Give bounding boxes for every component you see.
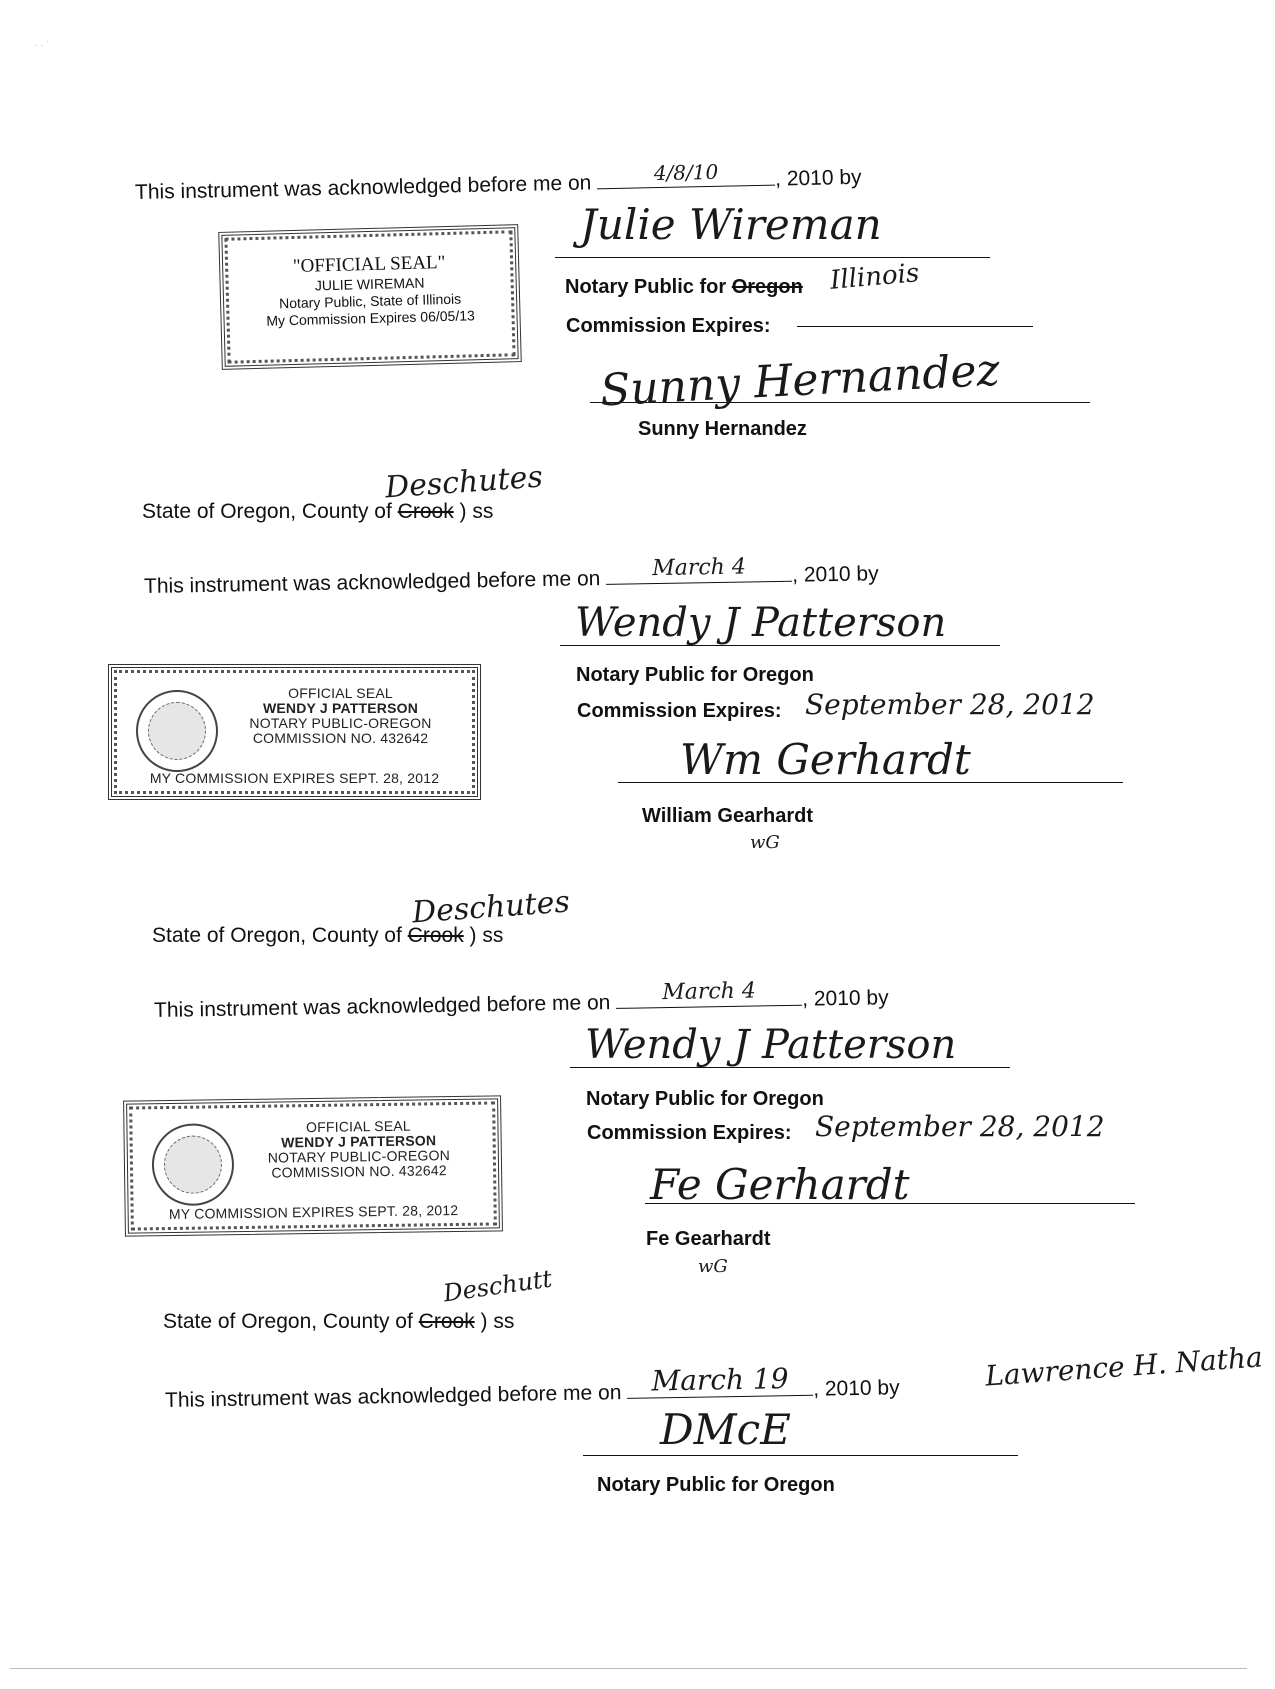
notary-signature: Wendy J Patterson	[575, 600, 947, 646]
seal-title: OFFICIAL SEAL	[288, 685, 393, 701]
notary-signature-line	[583, 1455, 1018, 1456]
signer-name: Fe Gearhardt	[646, 1228, 771, 1250]
seal-title: OFFICIAL SEAL	[305, 1117, 411, 1136]
notary-public-label: Notary Public for Oregon	[576, 664, 814, 686]
state-county-line: State of Oregon, County of Crook ) ss	[152, 924, 504, 947]
signer-name: Sunny Hernandez	[638, 418, 807, 440]
seal-notary-name: WENDY J PATTERSON	[262, 700, 419, 716]
county-handwritten: Deschutes	[410, 884, 571, 931]
seal-title: "OFFICIAL SEAL"	[292, 252, 446, 278]
signer-initials: wG	[698, 1256, 728, 1277]
seal-commission-number: COMMISSION NO. 432642	[271, 1162, 447, 1181]
ack-date-handwritten: March 4	[662, 978, 757, 1006]
signer-signature: Wm Gerhardt	[680, 735, 971, 784]
notary-public-label: Notary Public for Oregon	[597, 1474, 835, 1496]
ss-marker: ) ss	[459, 500, 494, 523]
seal-notary-state: Notary Public, State of Illinois	[278, 290, 462, 312]
acknowledgment-line-2: This instrument was acknowledged before me on March 4 , 2010 by	[143, 554, 879, 598]
signer-name-handwritten: Lawrence H. Natha	[984, 1340, 1264, 1393]
official-seal-julie-wireman	[218, 224, 522, 370]
commission-expires-handwritten: September 28, 2012	[805, 688, 1095, 721]
ack-date-blank	[627, 1362, 813, 1399]
county-handwritten: Deschutt	[441, 1264, 554, 1308]
commission-expires-label: Commission Expires:	[577, 700, 782, 722]
struck-county: Crook	[407, 924, 464, 947]
official-seal-wendy-patterson	[123, 1095, 503, 1236]
ss-marker: ) ss	[469, 924, 504, 947]
commission-expires-label: Commission Expires:	[587, 1122, 792, 1144]
ack-suffix: , 2010 by	[774, 165, 862, 191]
seal-notary-name: WENDY J PATTERSON	[281, 1132, 437, 1151]
notary-public-label: Notary Public for Oregon	[565, 276, 803, 298]
notary-signature: Julie Wireman	[580, 200, 882, 249]
struck-county: Crook	[397, 500, 454, 523]
notary-state-handwritten: Illinois	[828, 258, 921, 296]
ack-date-blank	[606, 554, 792, 585]
ack-date-blank	[597, 159, 775, 190]
ss-marker: ) ss	[480, 1310, 515, 1333]
seal-expiration: MY COMMISSION EXPIRES SEPT. 28, 2012	[149, 770, 440, 786]
signer-initials: wG	[750, 832, 780, 853]
seal-expiration: MY COMMISSION EXPIRES SEPT. 28, 2012	[168, 1201, 459, 1223]
ack-date-blank	[616, 978, 802, 1009]
county-handwritten: Deschutes	[383, 459, 544, 506]
state-county-line: State of Oregon, County of Crook ) ss	[163, 1310, 515, 1333]
signer-signature: Fe Gerhardt	[650, 1160, 910, 1209]
notary-public-label: Notary Public for Oregon	[586, 1088, 824, 1110]
seal-notary-state: NOTARY PUBLIC-OREGON	[249, 715, 432, 731]
acknowledgment-line-4: This instrument was acknowledged before me on March 19 , 2010 by	[164, 1362, 900, 1412]
official-seal-wendy-patterson	[108, 664, 481, 800]
seal-notary-name: JULIE WIREMAN	[314, 274, 425, 294]
ack-prefix: This instrument was acknowledged before me on	[134, 171, 592, 204]
signer-signature: Sunny Hernandez	[598, 344, 1001, 417]
struck-county: Crook	[418, 1310, 475, 1333]
commission-expires-blank	[797, 326, 1033, 327]
commission-expires-handwritten: September 28, 2012	[815, 1110, 1105, 1143]
acknowledgment-line-3: This instrument was acknowledged before me on March 4 , 2010 by	[153, 978, 889, 1022]
state-seal-emblem-icon	[136, 690, 218, 772]
ack-date-handwritten: March 4	[652, 554, 747, 582]
notary-signature-line	[555, 257, 990, 258]
struck-state: Oregon	[731, 276, 803, 298]
ack-date-handwritten: 4/8/10	[653, 159, 719, 186]
scan-speck: · · ˙	[34, 40, 50, 51]
seal-expiration: My Commission Expires 06/05/13	[266, 307, 475, 329]
signer-name: William Gearhardt	[642, 805, 813, 827]
notary-signature: DMcE	[660, 1405, 791, 1454]
state-county-line: State of Oregon, County of Crook ) ss	[142, 500, 494, 523]
ack-date-handwritten: March 19	[651, 1362, 789, 1398]
seal-commission-number: COMMISSION NO. 432642	[252, 730, 429, 746]
state-seal-emblem-icon	[151, 1123, 234, 1206]
notary-signature: Wendy J Patterson	[585, 1022, 957, 1068]
acknowledgment-line-1	[135, 161, 862, 205]
seal-notary-state: NOTARY PUBLIC-OREGON	[267, 1147, 451, 1166]
page-bottom-edge	[10, 1668, 1247, 1669]
commission-expires-label: Commission Expires:	[566, 315, 771, 337]
